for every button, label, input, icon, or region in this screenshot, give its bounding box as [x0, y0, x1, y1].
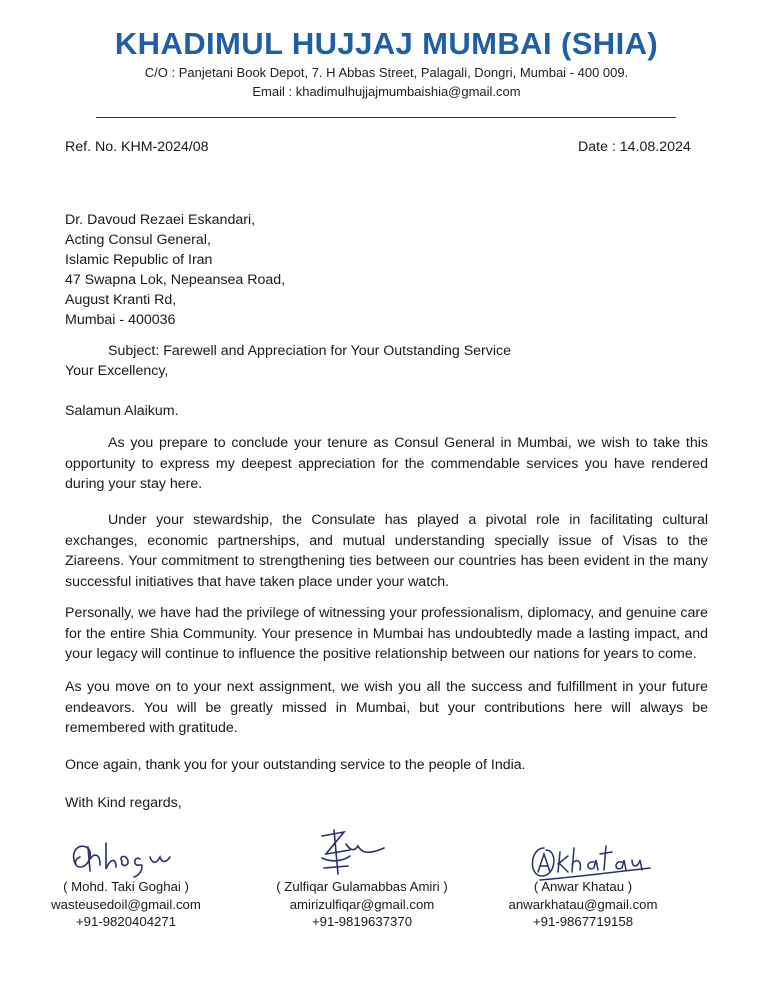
recipient-line: August Kranti Rd, [65, 292, 177, 308]
body-paragraph: Once again, thank you for your outstanding service to the people of India. [65, 757, 526, 773]
body-paragraph: As you move on to your next assignment, we wish you all the success and fulfillment in your future endeavors. You will be greatly missed in Mumbai, but your contributions here will always be remembered with gratitude. [65, 679, 708, 736]
organization-name: KHADIMUL HUJJAJ MUMBAI (SHIA) [114, 26, 659, 61]
signature-mark [66, 835, 206, 881]
recipient-line: Dr. Davoud Rezaei Eskandari, [65, 212, 256, 228]
recipient-line: Acting Consul General, [65, 232, 211, 248]
recipient-line: 47 Swapna Lok, Nepeansea Road, [65, 272, 286, 288]
header-divider [96, 117, 676, 118]
signatory-phone: +91-9820404271 [75, 914, 177, 929]
signatory-email: wasteusedoil@gmail.com [51, 896, 201, 912]
signatory-block [16, 878, 236, 931]
signatory-phone: +91-9819637370 [311, 914, 413, 929]
recipient-line: Mumbai - 400036 [65, 312, 176, 328]
body-paragraph: As you prepare to conclude your tenure as Consul General in Mumbai, we wish to take this opportunity to express my deepest appreciation for the commendable services you have rendered during your stay here. [65, 435, 708, 492]
reference-number: Ref. No. KHM-2024/08 [65, 139, 209, 155]
closing: With Kind regards, [65, 795, 182, 811]
salutation: Your Excellency, [65, 363, 169, 379]
signature-mark [316, 828, 396, 878]
letter-date: Date : 14.08.2024 [578, 139, 691, 155]
body-paragraph: Personally, we have had the privilege of witnessing your professionalism, diplomacy, and genuine care for the entire Shia Community. Your presence in Mumbai has undoubtedly made a lasting impact, and your legacy will continue to influence the positive relationship between our nations for years to come. [65, 605, 708, 662]
organization-email: Email : khadimulhujjajmumbaishia@gmail.com [252, 84, 521, 99]
letter-subject: Subject: Farewell and Appreciation for Your Outstanding Service [108, 343, 512, 359]
signatory-name: ( Zulfiqar Gulamabbas Amiri ) [276, 879, 448, 894]
signatory-name: ( Anwar Khatau ) [533, 879, 633, 894]
recipient-line: Islamic Republic of Iran [65, 252, 213, 268]
signatory-block [473, 878, 693, 931]
signatory-phone: +91-9867719158 [532, 914, 634, 929]
greeting: Salamun Alaikum. [65, 403, 179, 419]
signatory-name: ( Mohd. Taki Goghai ) [63, 879, 189, 894]
signatory-block [252, 878, 472, 931]
body-paragraph: Under your stewardship, the Consulate has played a pivotal role in facilitating cultural exchanges, economic partnerships, and mutual understanding specially issue of Visas to the Ziareens. Your commitment to strengthening ties between our countries has been evident in the many successful initiatives that have taken place under your watch. [65, 512, 708, 590]
signatory-email: amirizulfiqar@gmail.com [289, 896, 435, 912]
signatory-email: anwarkhatau@gmail.com [508, 896, 658, 912]
signature-mark [526, 838, 656, 882]
organization-address: C/O : Panjetani Book Depot, 7. H Abbas Street, Palagali, Dongri, Mumbai - 400 009. [144, 65, 629, 80]
